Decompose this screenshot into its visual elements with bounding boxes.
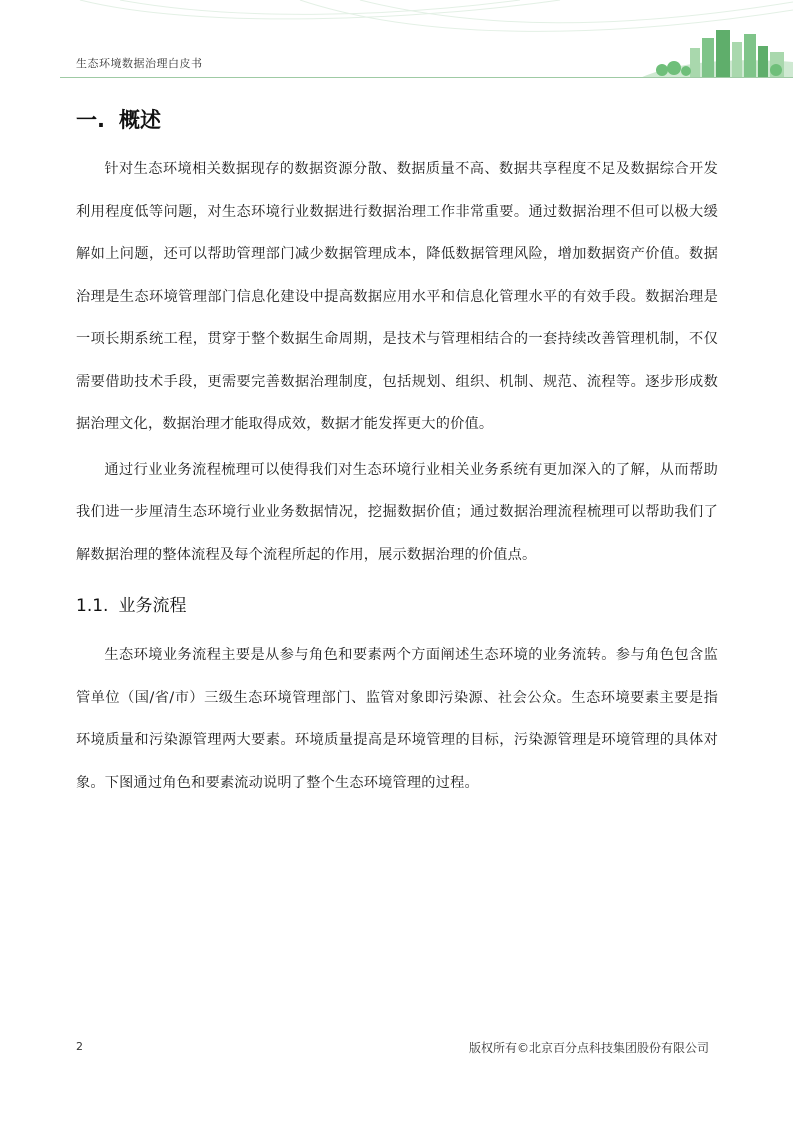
- page-header: [0, 0, 793, 90]
- overview-paragraph-1: 针对生态环境相关数据现存的数据资源分散、数据质量不高、数据共享程度不足及数据综合开发利用程度低等问题，对生态环境行业数据进行数据治理工作非常重要。通过数据治理不但可以极大缓解如上问题，还可以帮助管理部门减少数据管理成本，降低数据管理风险，增加数据资产价值。数据治理是生态环境管理部门信息化建设中提高数据应用水平和信息化管理水平的有效手段。数据治理是一项长期系统工程，贯穿于整个数据生命周期，是技术与管理相结合的一套持续改善管理机制，不仅需要借助技术手段，更需要完善数据治理制度，包括规划、组织、机制、规范、流程等。逐步形成数据治理文化，数据治理才能取得成效，数据才能发挥更大的价值。: [76, 161, 718, 432]
- page-number: 2: [76, 1040, 83, 1053]
- header-divider: [60, 77, 793, 78]
- section-heading: [76, 100, 718, 140]
- page-content: [76, 100, 718, 804]
- copyright-notice: 版权所有©北京百分点科技集团股份有限公司: [468, 1041, 709, 1055]
- business-flow-paragraph: 生态环境业务流程主要是从参与角色和要素两个方面阐述生态环境的业务流转。参与角色包含监管单位（国/省/市）三级生态环境管理部门、监管对象即污染源、社会公众。生态环境要素主要是指环境质量和污染源管理两大要素。环境质量提高是环境管理的目标，污染源管理是环境管理的具体对象。下图通过角色和要素流动说明了整个生态环境管理的过程。: [76, 647, 718, 791]
- subsection-title: 业务流程: [118, 596, 187, 616]
- section-number: 一.: [76, 108, 105, 132]
- overview-paragraph-2: 通过行业业务流程梳理可以使得我们对生态环境行业相关业务系统有更加深入的了解，从而帮助我们进一步厘清生态环境行业业务数据情况，挖掘数据价值；通过数据治理流程梳理可以帮助我们了解数据治理的整体流程及每个流程所起的作用，展示数据治理的价值点。: [76, 461, 718, 563]
- section-title: 概述: [118, 108, 161, 132]
- subsection-number: 1.1.: [76, 596, 109, 616]
- subsection-heading: [76, 586, 718, 626]
- header-title: 生态环境数据治理白皮书: [76, 57, 203, 70]
